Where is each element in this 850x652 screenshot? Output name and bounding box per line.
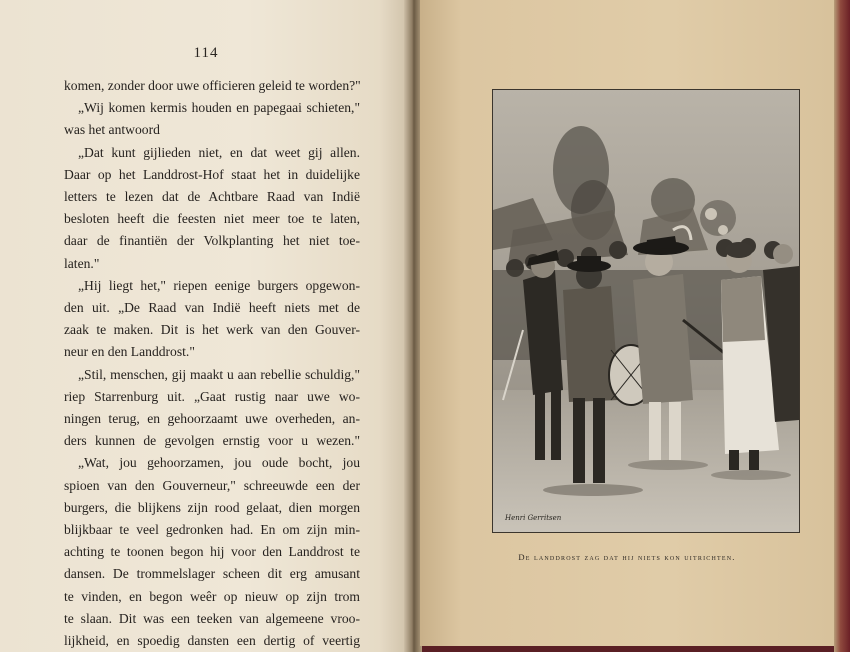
text-line: zaak te maken. Dit is het werk van den Gouver- [64, 322, 360, 338]
text-line: „Stil, menschen, gij maakt u aan rebellie schuldig," [78, 366, 360, 382]
text-line: spioen van den Gouverneur," schreeuwde een der [64, 477, 360, 493]
text-line: ders kunnen de gevolgen ernstig voor u wezen." [64, 433, 360, 449]
left-page [0, 0, 412, 652]
text-line: laten." [64, 255, 100, 271]
text-line: burgers, die blijkens zijn rood gelaat, dien morgen [64, 499, 360, 515]
illustration-plate [492, 89, 800, 533]
text-line: daar de finantiën der Volkplanting het niet toe- [64, 233, 360, 249]
text-line: komen, zonder door uwe officieren geleid te worden?" [64, 78, 361, 93]
text-line: blijkbaar te veel gedronken had. En om zijn min- [64, 522, 360, 538]
text-line: riep Starrenburg uit. „Gaat rustig naar uwe wo- [64, 388, 360, 404]
text-line: „Dat kunt gijlieden niet, en dat weet gij allen. [78, 144, 360, 160]
text-line: Daar op het Landdrost-Hof staat het in duidelijke [64, 166, 360, 182]
illustration-caption: De landdrost zag dat hij niets kon uitrichten. [518, 552, 736, 562]
text-line: ningen terug, en gehoorzaamt uwe overheden, an- [64, 411, 360, 427]
text-line: was het antwoord [64, 122, 160, 138]
page-number: 114 [193, 45, 219, 61]
book-cover-edge [834, 0, 850, 652]
text-line: den uit. „De Raad van Indië heeft niets met de [64, 300, 360, 316]
text-line: letters te lezen dat de Achtbare Raad van Indië [64, 189, 360, 205]
text-line: „Wij komen kermis houden en papegaai schieten," [78, 100, 360, 116]
crowd-engraving-illustration [493, 90, 799, 532]
text-line: achting te toonen begon hij voor den Landdrost te [64, 544, 360, 560]
body-text [64, 75, 360, 652]
text-line: lijkheid, en spoedig dansten een dertig of veertig [64, 633, 360, 649]
artist-signature: Henri Gerritsen [505, 514, 562, 522]
text-line: te slaan. Dit was een teeken van algemeene vroo- [64, 610, 360, 626]
text-line: „Hij liegt het," riepen eenige burgers opgewon- [78, 277, 360, 293]
text-line: besloten heeft die feesten niet meer toe te laten, [64, 211, 360, 227]
text-line: te vinden, en begon weêr op nieuw op zijn trom [64, 588, 360, 604]
text-line: neur en den Landdrost." [64, 344, 195, 360]
text-line: „Wat, jou gehoorzamen, jou oude bocht, jou [78, 455, 360, 471]
text-line: dansen. De trommelslager scheen dit erg amusant [64, 566, 360, 582]
